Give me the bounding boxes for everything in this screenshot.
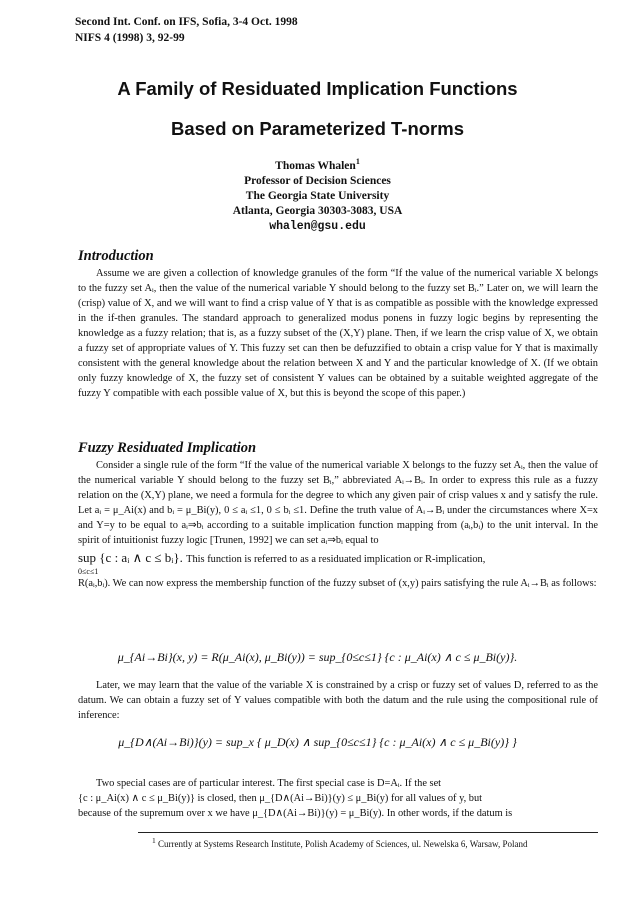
- author-position: Professor of Decision Sciences: [244, 174, 391, 187]
- fri-text-3: R(aᵢ,bᵢ). We can now express the membership function of the fuzzy subset of (x,y) pairs satisfying the rule Aᵢ→Bᵢ as follows:: [78, 578, 597, 589]
- conference-header: [75, 14, 298, 46]
- author-address: Atlanta, Georgia 30303-3083, USA: [232, 204, 403, 217]
- footnote: [152, 836, 527, 849]
- intro-paragraph: [78, 266, 598, 401]
- footnote-mark: 1: [355, 157, 360, 166]
- author-block: [0, 154, 635, 234]
- author-name: Thomas Whalen$^1$: [275, 157, 360, 172]
- equation-composition: μ_{D∧(Ai→Bi)}(y) = sup_x { μ_D(x) ∧ sup_{0≤c≤1} {c : μ_Ai(x) ∧ c ≤ μ_Bi(y)} }: [118, 735, 517, 749]
- fri-text-7: because of the supremum over x we have μ_{D∧(Ai→Bi)}(y) = μ_Bi(y). In other words, if the datum is: [78, 808, 513, 819]
- fri-text-2: This function is referred to as a residuated implication or R-implication,: [186, 554, 486, 565]
- paper-title-line1: A Family of Residuated Implication Functions: [117, 78, 518, 99]
- author-email[interactable]: whalen@gsu.edu: [269, 219, 366, 233]
- fri-text-5: Two special cases are of particular interest. The first special case is D=Aᵢ. If the set: [96, 778, 442, 789]
- fri-paragraph-2: [78, 678, 598, 723]
- author-institution: The Georgia State University: [245, 189, 390, 202]
- section-heading-fuzzy-residuated-implication: Fuzzy Residuated Implication: [78, 440, 257, 456]
- fri-paragraph: [78, 458, 598, 591]
- journal-line: NIFS 4 (1998) 3, 92-99: [75, 32, 185, 44]
- footnote-text: Currently at Systems Research Institute, Polish Academy of Sciences, ul. Newelska 6, Warsaw, Poland: [158, 839, 528, 849]
- paper-title-line2: Based on Parameterized T-norms: [170, 118, 464, 139]
- fri-text-4: Later, we may learn that the value of the variable X is constrained by a crisp or fuzzy set of values D, referred to as the datum. We can obtain a fuzzy set of Y values compatible with both the datum and the rule using the compositional rule of inference:: [78, 680, 598, 721]
- intro-text: Assume we are given a collection of knowledge granules of the form “If the value of the numerical variable X belongs to the fuzzy set Aᵢ, then the value of the numerical variable Y should belong to the fuzzy set Bᵢ.” Later on, we will learn the (crisp) value of X, and we will want to find a crisp value of Y that is as compatible as possible with the knowledge expressed in the if-then granules. The standard approach to generalized modus ponens in fuzzy logic begins by representing the knowledge as a fuzzy relation; that is, as a fuzzy subset of the (X,Y) plane. Then, if we learn the crisp value of X, we obtain a fuzzy set of appropriate values of Y. This fuzzy set can then be defuzzified to obtain a crisp value for Y that is maximally consistent with the general knowledge about the relation between X and Y and the particular knowledge of X. (If we obtain only fuzzy knowledge of X, the fuzzy set of consistent Y values can be obtained by a suitable weighted aggregate of the fuzzy Y compatible with each possible value of X, but this is beyond the scope of this paper.): [78, 268, 598, 399]
- section-heading-introduction: Introduction: [78, 248, 154, 264]
- footnote-rule: [138, 832, 598, 833]
- sup-expression-line: [78, 550, 598, 567]
- sup-expression: sup {c : aᵢ ∧ c ≤ bᵢ}.: [78, 550, 183, 565]
- conference-line: Second Int. Conf. on IFS, Sofia, 3-4 Oct. 1998: [75, 16, 298, 28]
- footnote-number: 1: [152, 836, 156, 845]
- sup-subscript: 0≤c≤1: [78, 567, 99, 576]
- fri-paragraph-3: [78, 776, 598, 821]
- equation-implication: μ_{Ai→Bi}(x, y) = R(μ_Ai(x), μ_Bi(y)) = sup_{0≤c≤1} {c : μ_Ai(x) ∧ c ≤ μ_Bi(y)}.: [117, 650, 518, 664]
- fri-text-1: Consider a single rule of the form “If the value of the numerical variable X belongs to the fuzzy set Aᵢ, then the value of the numerical variable Y should belong to the fuzzy set Bᵢ,” abbreviated Aᵢ→Bᵢ. In order to express this rule as a fuzzy relation on the (X,Y) plane, we need a formula for the degree to which any given pair of crisp values x and y satisfy the rule. Let aᵢ = μ_Ai(x) and bᵢ = μ_Bi(y), 0 ≤ aᵢ ≤1, 0 ≤ bᵢ ≤1. Define the truth value of Aᵢ→Bᵢ under the circumstances where X=x and Y=y to be equal to aᵢ⇒bᵢ according to a suitable implication function mapping from (aᵢ,bᵢ) to the unit interval. In the spirit of intuitionist fuzzy logic [Trunen, 1992] we can set aᵢ⇒bᵢ equal to: [78, 460, 598, 546]
- fri-text-6: {c : μ_Ai(x) ∧ c ≤ μ_Bi(y)} is closed, then μ_{D∧(Ai→Bi)}(y) ≤ μ_Bi(y) for all values of y, but: [78, 793, 483, 804]
